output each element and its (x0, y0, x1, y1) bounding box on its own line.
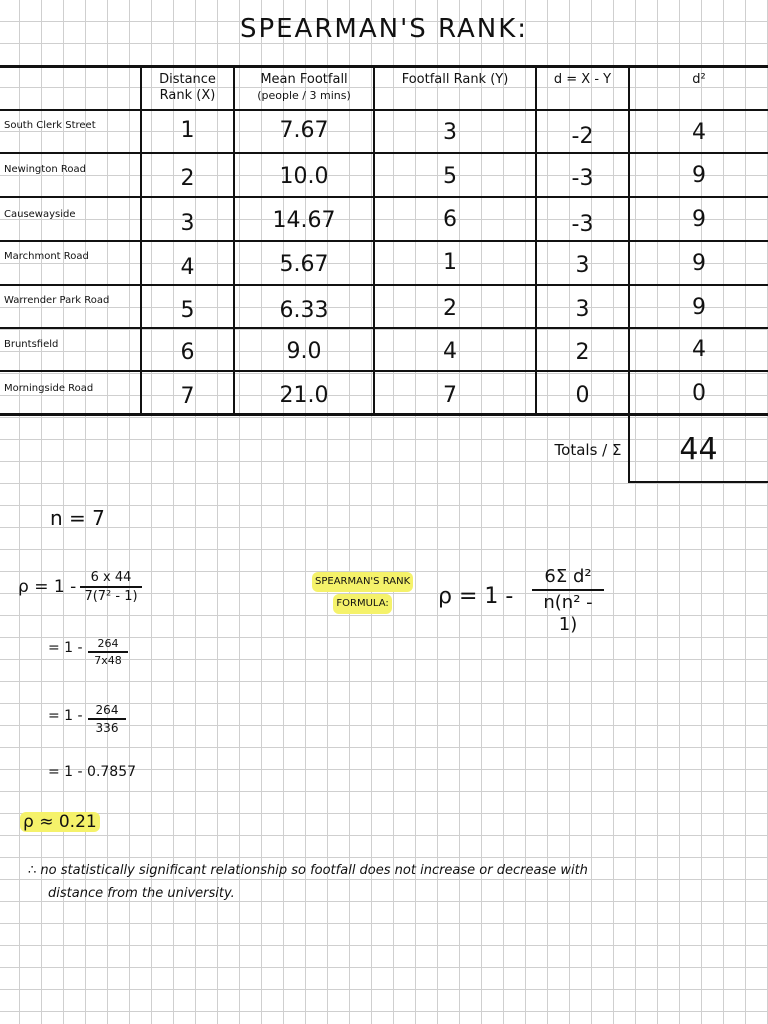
cell-footfall: 10.0 (279, 164, 329, 189)
conclusion-line1: ∴ no statistically significant relationship so footfall does not increase or decrease with (28, 863, 588, 878)
cell-y: 3 (443, 120, 457, 145)
header-footfall-rank (375, 72, 535, 88)
cell-d: 2 (575, 340, 590, 365)
page-title: SPEARMAN'S RANK: (239, 14, 529, 44)
header-line: Rank (X) (159, 88, 216, 103)
table-line (0, 109, 768, 111)
cell-d2: 4 (692, 120, 706, 145)
formula-label-line1: SPEARMAN'S RANK (312, 572, 413, 592)
table-line (0, 240, 768, 242)
cell-d2: 9 (692, 251, 706, 276)
table-line (0, 413, 768, 416)
row-label: Marchmont Road (4, 251, 89, 262)
rho-result: ρ ≈ 0.21 (20, 812, 100, 832)
formula-prefix: ρ = 1 - (438, 584, 514, 609)
cell-d2: 4 (692, 337, 706, 362)
table-line (0, 152, 768, 154)
header-line: Distance (159, 72, 216, 87)
totals-value: 44 (679, 432, 718, 467)
cell-x: 6 (180, 340, 195, 365)
fraction-bar (532, 589, 604, 591)
step4: = 1 - 0.7857 (48, 764, 137, 780)
step1-denominator: 7(7² - 1) (84, 588, 138, 604)
fraction-bar (80, 586, 142, 588)
cell-footfall: 14.67 (272, 208, 336, 233)
cell-d: -3 (571, 212, 594, 237)
step1-fraction (80, 570, 142, 604)
formula-fraction (532, 566, 604, 636)
header-d (537, 72, 628, 88)
cell-x: 2 (180, 166, 195, 191)
row-label: Morningside Road (4, 383, 94, 394)
cell-y: 5 (443, 164, 457, 189)
rho-prefix: ρ = 1 - (18, 577, 77, 597)
cell-d2: 9 (692, 163, 706, 188)
totals-label: Totals / Σ (554, 441, 622, 459)
cell-d2: 9 (692, 295, 706, 320)
cell-footfall: 9.0 (286, 339, 322, 364)
formula-label-line2: FORMULA: (333, 594, 391, 614)
eq-prefix: = 1 - (48, 640, 83, 656)
formula-denominator: n(n² - 1) (543, 591, 593, 635)
step3-fraction (88, 703, 126, 735)
cell-y: 4 (443, 339, 457, 364)
table-line (0, 196, 768, 198)
cell-y: 6 (443, 207, 457, 232)
cell-x: 7 (180, 384, 195, 409)
header-line: d² (692, 72, 706, 87)
cell-d: -3 (571, 166, 594, 191)
cell-d2: 0 (692, 381, 706, 406)
row-label: South Clerk Street (4, 120, 96, 131)
header-line: d = X - Y (553, 72, 612, 87)
conclusion-line2: distance from the university. (48, 886, 235, 901)
row-label: Causewayside (4, 209, 76, 220)
cell-x: 1 (180, 118, 195, 143)
row-label: Newington Road (4, 164, 86, 175)
fraction-bar (88, 651, 128, 653)
cell-d: 3 (575, 297, 590, 322)
table-line (628, 481, 768, 483)
cell-footfall: 5.67 (279, 252, 329, 277)
eq-prefix: = 1 - (48, 708, 83, 724)
step3-denominator: 336 (95, 720, 119, 735)
cell-d: 3 (575, 253, 590, 278)
step2-numerator: 264 (97, 637, 119, 650)
cell-d2: 9 (692, 207, 706, 232)
formula-label (312, 572, 413, 614)
table-line (0, 370, 768, 372)
fraction-bar (88, 718, 126, 720)
row-label: Warrender Park Road (4, 295, 110, 306)
cell-footfall: 21.0 (279, 383, 329, 408)
cell-x: 3 (180, 211, 195, 236)
cell-footfall: 7.67 (279, 118, 329, 143)
header-d-squared (630, 72, 768, 88)
header-mean-footfall (235, 72, 373, 104)
n-value: n = 7 (50, 506, 105, 530)
step2-denominator: 7x48 (94, 653, 122, 667)
cell-d: -2 (571, 124, 594, 149)
table-line (0, 327, 768, 329)
conclusion (28, 859, 748, 905)
cell-x: 5 (180, 298, 195, 323)
header-distance-rank (142, 72, 233, 104)
step1-numerator: 6 x 44 (90, 570, 132, 585)
cell-y: 2 (443, 296, 457, 321)
table-line (0, 65, 768, 68)
cell-footfall: 6.33 (279, 298, 329, 323)
formula-numerator: 6Σ d² (544, 566, 592, 587)
row-label: Bruntsfield (4, 339, 59, 350)
table-line (0, 284, 768, 286)
cell-y: 7 (443, 383, 457, 408)
step2-fraction (88, 637, 128, 667)
header-line: Mean Footfall (260, 72, 348, 87)
cell-x: 4 (180, 255, 195, 280)
step3-numerator: 264 (95, 703, 119, 717)
cell-d: 0 (575, 383, 590, 408)
header-line: (people / 3 mins) (257, 89, 351, 102)
cell-y: 1 (443, 250, 457, 275)
header-line: Footfall Rank (Y) (401, 72, 509, 87)
